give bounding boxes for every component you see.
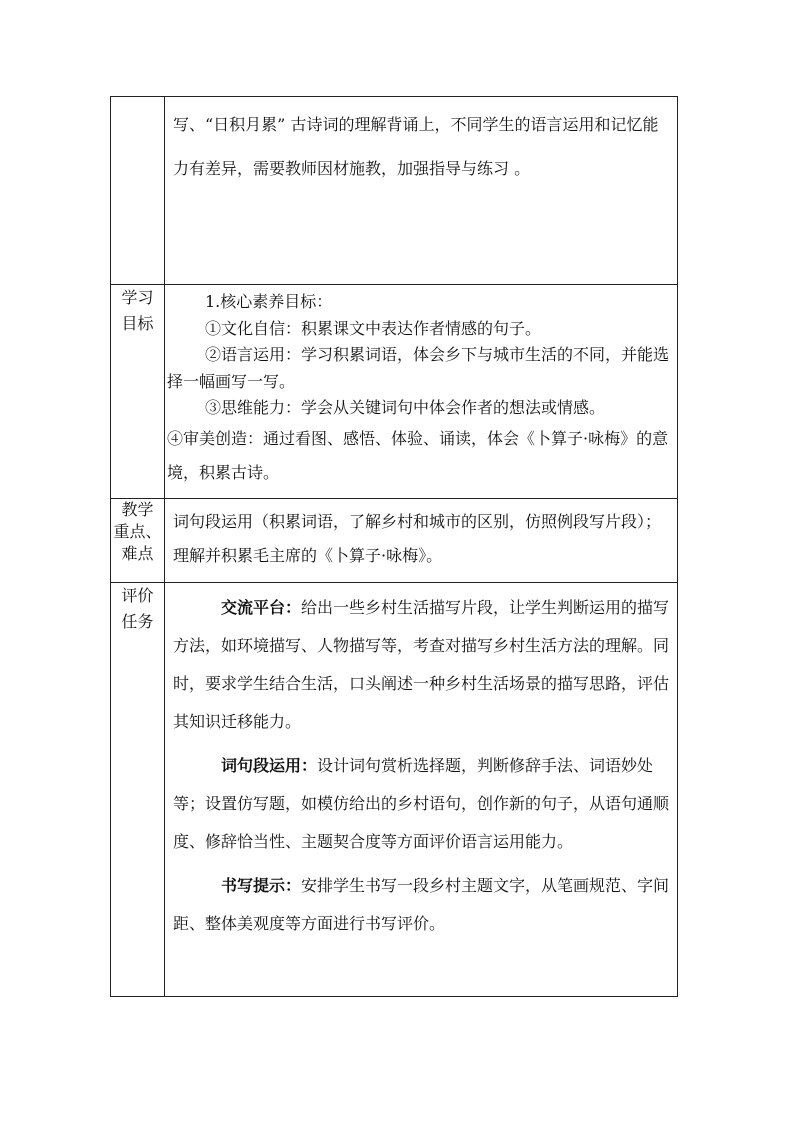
assessment-keyword: 交流平台： — [221, 598, 302, 617]
assessment-keyword: 书写提示： — [221, 876, 302, 895]
assessment-text: 设计词句赏析选择题，判断修辞手法、词语妙处等；设置仿写题，如模仿给出的乡村语句，创作新的句子，从语句通顺度、修辞恰当性、主题契合度等方面评价语言运用能力。 — [173, 756, 670, 851]
assessment-text: 安排学生书写一段乡村主题文字，从笔画规范、字间距、整体美观度等方面进行书写评价。 — [173, 876, 670, 933]
label-line: 教学 — [121, 500, 154, 519]
row-label-objectives — [111, 285, 165, 499]
assessment-paragraph — [173, 747, 671, 861]
objective-item: ④审美创造：通过看图、感悟、体验、诵读，体会《卜算子·咏梅》的意境，积累古诗。 — [167, 428, 669, 482]
assessment-paragraph — [173, 589, 671, 741]
lesson-plan-table — [110, 96, 678, 997]
content-cell — [165, 285, 678, 499]
objective-item: ③思维能力：学会从关键词句中体会作者的想法或情感。 — [205, 398, 606, 417]
row-label-empty — [111, 97, 165, 285]
row-label-key-points — [111, 499, 165, 583]
label-line: 难点 — [121, 544, 154, 563]
label-line: 重点、 — [113, 522, 162, 541]
objective-item: ①文化自信：积累课文中表达作者情感的句子。 — [205, 318, 542, 338]
label-line: 评价 — [121, 586, 154, 605]
learning-situation-text: 写、“日积月累” 古诗词的理解背诵上，不同学生的语言运用和记忆能力有差异，需要教师因材施教，加强指导与练习 。 — [173, 115, 659, 178]
label-line: 任务 — [121, 612, 154, 631]
table-row — [111, 499, 678, 583]
table-row — [111, 583, 678, 997]
content-cell — [165, 583, 678, 997]
assessment-paragraph — [173, 867, 671, 943]
assessment-tasks — [165, 583, 677, 943]
content-cell — [165, 97, 678, 285]
row-label-assessment — [111, 583, 165, 997]
label-line: 目标 — [121, 314, 154, 333]
key-points-text: 词句段运用（积累词语，了解乡村和城市的区别，仿照例段写片段）；理解并积累毛主席的《卜算子·咏梅》。 — [173, 512, 662, 565]
table-row — [111, 97, 678, 285]
objective-item: ②语言运用：学习积累词语，体会乡下与城市生活的不同，并能选择一幅画写一写。 — [167, 345, 670, 391]
content-cell — [165, 499, 678, 583]
assessment-keyword: 词句段运用： — [221, 756, 318, 775]
objectives-list — [165, 285, 677, 490]
objective-heading: 1.核心素养目标： — [205, 292, 333, 311]
label-line: 学习 — [121, 288, 154, 307]
assessment-text: 给出一些乡村生活描写片段，让学生判断运用的描写方法，如环境描写、人物描写等，考查对描写乡村生活方法的理解。同时，要求学生结合生活，口头阐述一种乡村生活场景的描写思路，评估其知识迁移能力。 — [173, 598, 670, 731]
table-row — [111, 285, 678, 499]
